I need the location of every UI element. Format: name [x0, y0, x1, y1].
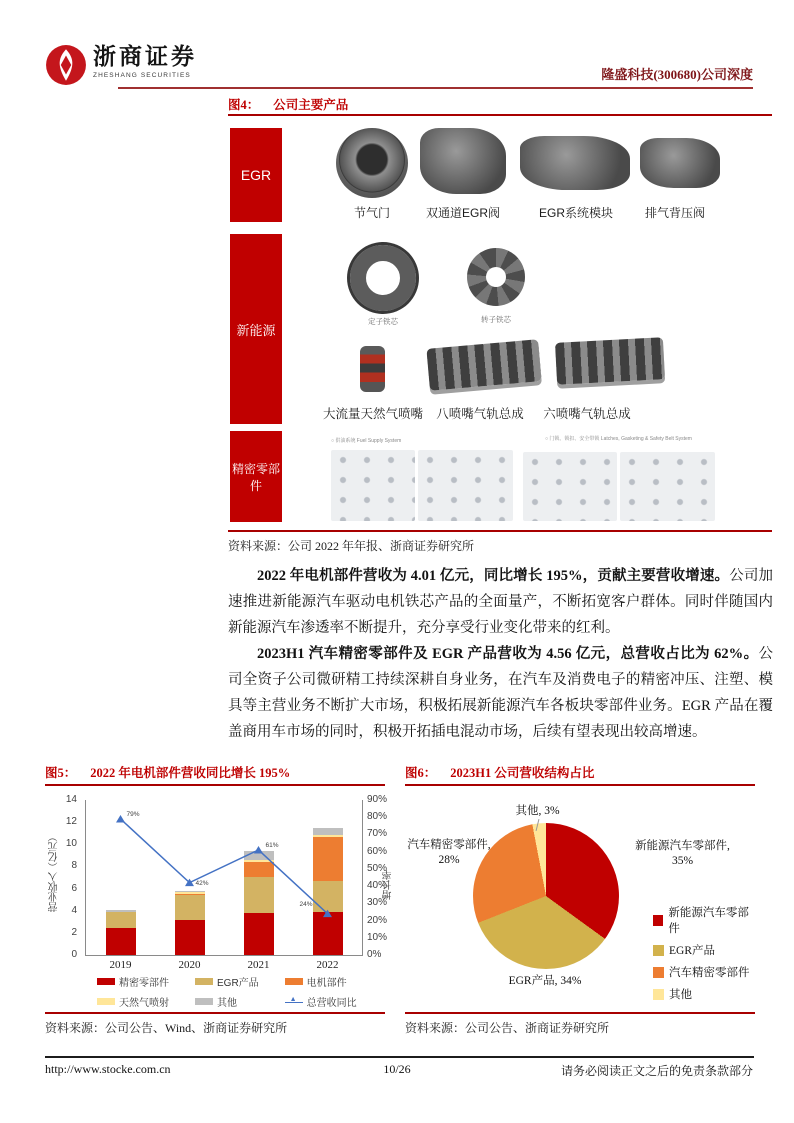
product-photo-stator-core	[350, 245, 416, 311]
legend-item: 其他	[195, 994, 259, 1009]
figure4-source: 资料来源：公司 2022 年年报、浙商证券研究所	[228, 539, 475, 553]
x-tick-label: 2021	[247, 959, 270, 971]
category-tag-egr: EGR	[230, 128, 282, 222]
growth-line	[86, 800, 362, 955]
legend-item: 新能源汽车零部件	[653, 904, 755, 936]
product-photo-precision-washers	[620, 452, 715, 521]
pie-callout-egr: EGR产品, 34%	[508, 975, 582, 987]
precision-note-left: ○ 供油系统 Fuel Supply System	[331, 438, 402, 444]
product-photo-throttle-valve	[336, 128, 408, 198]
figure6-label: 图6：	[405, 766, 437, 780]
legend-item: EGR产品	[195, 974, 259, 989]
x-tick-label: 2020	[178, 959, 201, 971]
page-number: 10/26	[383, 1062, 411, 1076]
figure5-title-divider	[45, 784, 385, 786]
figure5-bottom-divider	[45, 1012, 385, 1014]
brand-name-en: ZHESHANG SECURITIES	[93, 72, 191, 79]
precision-note-right: ○ 门锁、锁扣、安全带锁 Latches, Gasketing & Safety Belt System	[545, 436, 692, 442]
legend-item: 其他	[653, 986, 755, 1002]
growth-line-label: 24%	[299, 900, 313, 908]
bar-chart	[45, 792, 394, 1010]
product-caption: 节气门	[353, 206, 390, 220]
growth-line-label: 79%	[126, 810, 140, 818]
paragraph-1	[228, 563, 773, 641]
paragraph-2-rest: 公司全资子公司微研精工持续深耕自身业务，在汽车及消费电子的精密冲压、注塑、模具等主营业务不断扩大市场，积极拓展新能源汽车各板块零部件业务。EGR 产品在覆盖商用车市场的同时，积极开拓插电混动市场，后续有望表现出较高增速。	[228, 646, 773, 740]
product-photo-precision-stampings	[331, 450, 415, 521]
legend-item: EGR产品	[653, 942, 755, 958]
bar-y-axis-title: 营业收入（亿元）	[49, 832, 60, 912]
product-caption: 定子铁芯	[368, 317, 398, 326]
pie-callout-new-energy: 新能源汽车零部件, 35%	[635, 840, 730, 867]
figure6-source: 资料来源：公司公告、浙商证券研究所	[405, 1021, 610, 1035]
pie	[473, 823, 619, 969]
bar-legend	[97, 974, 357, 1009]
product-photo-exhaust-back-pressure-valve	[640, 138, 720, 188]
x-tick-label: 2022	[316, 959, 339, 971]
report-series-label: 隆盛科技(300680)公司深度	[601, 67, 753, 82]
header-divider	[118, 87, 753, 89]
paragraph-2-lead: 2023H1 汽车精密零部件及 EGR 产品营收为 4.56 亿元，总营收占比为 62%。	[257, 646, 759, 662]
growth-line-label: 42%	[195, 879, 209, 887]
product-caption: 转子铁芯	[481, 315, 511, 324]
product-caption: 排气背压阀	[644, 206, 705, 220]
figure6-title-divider	[405, 784, 755, 786]
figure4-title	[228, 95, 348, 113]
figure6-title	[405, 763, 594, 781]
product-caption: 大流量天然气喷嘴	[322, 407, 423, 421]
product-photo-precision-rings	[418, 450, 513, 521]
pie-legend	[653, 904, 755, 1008]
figure4-bottom-divider	[228, 530, 772, 532]
zheshang-logo	[45, 44, 197, 86]
category-tag-precision: 精密零部件	[230, 431, 282, 522]
product-caption: EGR系统模块	[538, 206, 613, 220]
pie-chart	[405, 792, 755, 1010]
zheshang-logo-icon	[45, 44, 87, 86]
paragraph-1-lead: 2022 年电机部件营收为 4.01 亿元，同比增长 195%，贡献主要营收增速。	[257, 568, 730, 584]
product-photo-eight-nozzle-rail	[426, 339, 541, 391]
legend-item: 精密零部件	[97, 974, 169, 989]
product-photo-dual-channel-egr-valve	[420, 128, 506, 194]
pie-callout-other: 其他, 3%	[515, 805, 560, 817]
figure4-title-divider	[228, 114, 772, 116]
product-caption: 六喷嘴气轨总成	[543, 407, 631, 421]
product-caption: 八喷嘴气轨总成	[436, 407, 524, 421]
figure4-title-text: 公司主要产品	[273, 98, 349, 112]
pie-callout-precision: 汽车精密零部件, 28%	[407, 839, 491, 866]
product-photo-precision-lock-parts	[523, 452, 617, 521]
footer-divider	[45, 1056, 754, 1058]
legend-item: 电机部件	[285, 974, 357, 989]
product-photo-six-nozzle-rail	[555, 337, 665, 385]
figure5-source: 资料来源：公司公告、Wind、浙商证券研究所	[45, 1021, 288, 1035]
x-tick-label: 2019	[109, 959, 132, 971]
figure4-label: 图4：	[228, 98, 260, 112]
brand-name: 浙商证券	[93, 44, 197, 69]
growth-line-label: 61%	[265, 841, 279, 849]
legend-item: 汽车精密零部件	[653, 964, 755, 980]
bar-yticks-right: 0% 10% 20% 30% 40% 50% 60% 70% 80% 90%	[367, 794, 388, 960]
figure4-content	[228, 120, 772, 528]
bar-yticks-left: 0 2 4 6 8 10 12 14	[65, 794, 77, 960]
figure5-title-text: 2022 年电机部件营收同比增长 195%	[90, 766, 291, 780]
figure5-label: 图5：	[45, 766, 77, 780]
paragraph-2	[228, 641, 773, 745]
figure6-bottom-divider	[405, 1012, 755, 1014]
bar-y2-axis-title: 增长率	[383, 870, 394, 900]
legend-item: 天然气喷射	[97, 994, 169, 1009]
footer-url-link[interactable]: http://www.stocke.com.cn	[45, 1062, 171, 1076]
footer-disclaimer: 请务必阅读正文之后的免责条款部分	[560, 1064, 753, 1078]
paragraph-1-rest: 公司加速推进新能源汽车驱动电机铁芯产品的全面量产，不断拓宽客户群体。同时伴随国内新能源汽车渗透率不断提升，充分享受行业变化带来的红利。	[228, 568, 774, 636]
legend-item: ▲ 总营收同比	[285, 994, 357, 1009]
figure5-title	[45, 763, 290, 781]
product-photo-rotor-core	[467, 248, 525, 306]
product-photo-natural-gas-injector	[360, 346, 385, 392]
category-tag-new-energy: 新能源	[230, 234, 282, 424]
figure6-title-text: 2023H1 公司营收结构占比	[450, 766, 595, 780]
product-photo-egr-system-module	[520, 136, 630, 190]
product-caption: 双通道EGR阀	[425, 206, 500, 220]
bar-plot	[85, 800, 363, 971]
